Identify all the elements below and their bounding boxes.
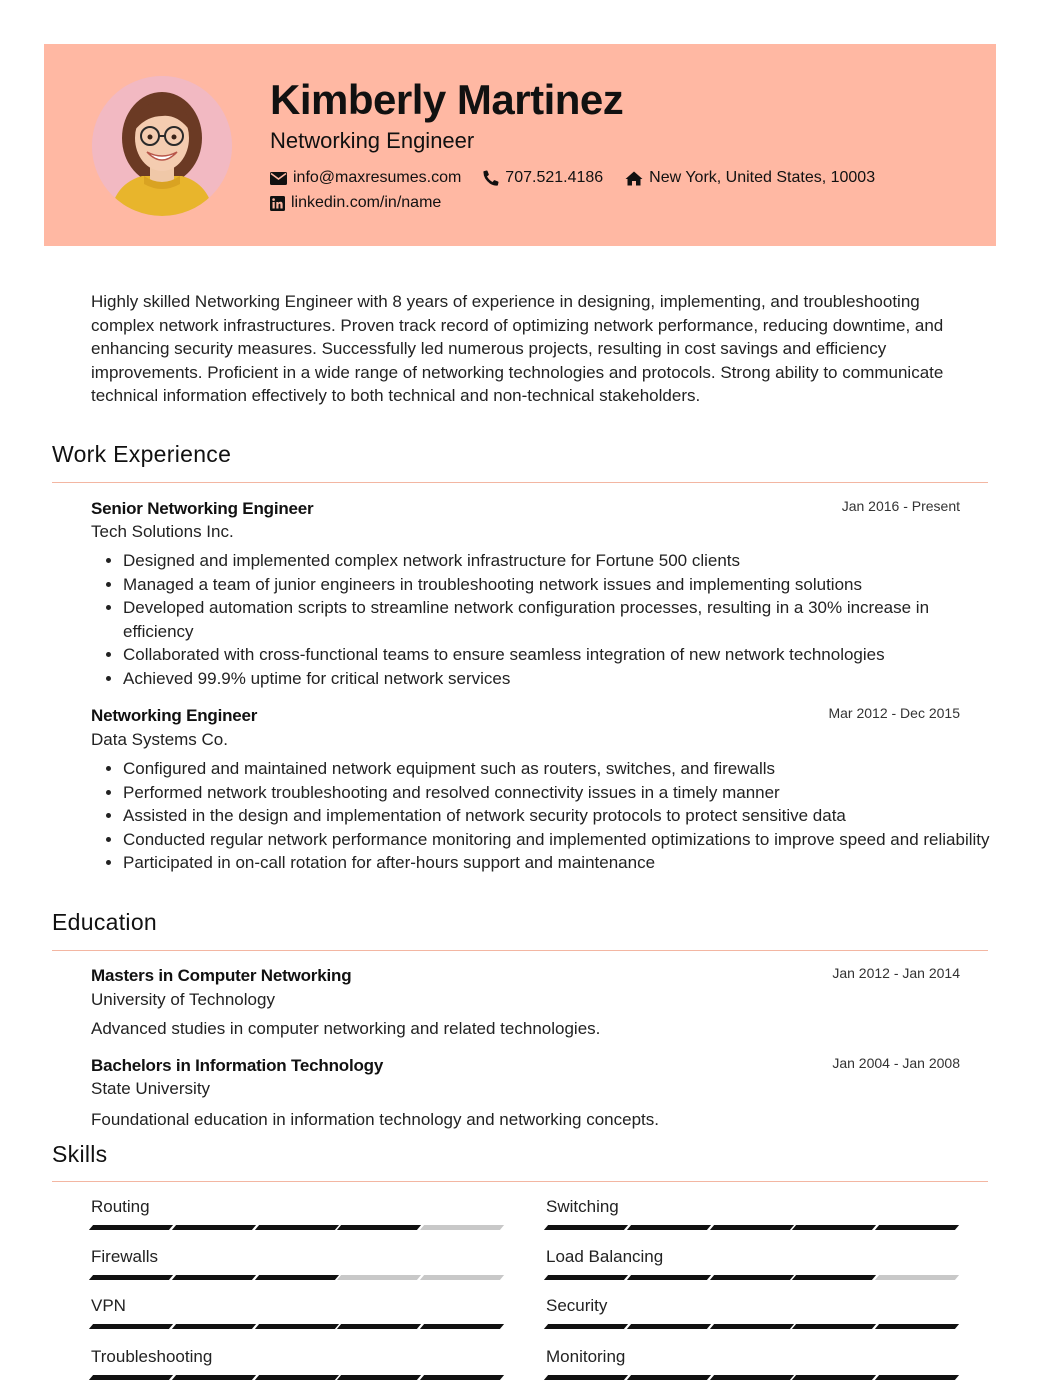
skill-level-segment xyxy=(875,1375,959,1380)
phone-text: 707.521.4186 xyxy=(505,169,604,186)
skill-name: Troubleshooting xyxy=(91,1347,213,1366)
home-icon xyxy=(625,171,643,186)
skill-level-bar xyxy=(91,1275,505,1280)
skill-name: VPN xyxy=(91,1296,126,1315)
skill-level-segment xyxy=(792,1275,876,1280)
skill-level-segment xyxy=(875,1275,959,1280)
skill-level-bar xyxy=(546,1275,960,1280)
company-2: Data Systems Co. xyxy=(91,730,228,749)
professional-summary: Highly skilled Networking Engineer with 8 years of experience in designing, implementing, and troubleshooting complex network infrastructures. Proven track record of optimizing network performance, reducing downtime, and enhancing security measures. Successfully led numerous projects, resulting in cost savings and efficiency improvements. Proficient in a wide range of networking technologies and protocols. Strong ability to communicate technical information effectively to both technical and non-technical stakeholders. xyxy=(91,292,944,406)
skill-level-segment xyxy=(544,1324,628,1329)
company-1: Tech Solutions Inc. xyxy=(91,522,234,541)
skill-level-segment xyxy=(709,1375,793,1380)
skill-level-segment xyxy=(420,1375,504,1380)
skill-level-segment xyxy=(172,1275,256,1280)
degree-2: Bachelors in Information Technology xyxy=(91,1056,384,1075)
list-item: • Configured and maintained network equipment such as routers, switches, and firewalls xyxy=(123,757,1003,781)
resume-header xyxy=(44,44,996,246)
skill-item xyxy=(91,1296,505,1329)
skill-level-segment xyxy=(544,1275,628,1280)
work-experience-heading: Work Experience xyxy=(52,441,232,467)
skill-name: Monitoring xyxy=(546,1347,626,1366)
list-item: • Performed network troubleshooting and resolved connectivity issues in a timely manner xyxy=(123,781,1003,805)
job-dates-1: Jan 2016 - Present xyxy=(841,498,960,514)
skill-level-segment xyxy=(89,1225,173,1230)
section-divider xyxy=(52,950,988,951)
skill-level-bar xyxy=(546,1375,960,1380)
skill-level-segment xyxy=(337,1225,421,1230)
education-dates-1: Jan 2012 - Jan 2014 xyxy=(832,965,960,981)
school-2: State University xyxy=(91,1079,211,1098)
envelope-icon xyxy=(270,172,287,185)
job-title-2: Networking Engineer xyxy=(91,706,258,725)
location-text: New York, United States, 10003 xyxy=(649,169,876,186)
job-title-1: Senior Networking Engineer xyxy=(91,499,314,518)
list-item: • Achieved 99.9% uptime for critical network services xyxy=(123,667,1003,691)
skill-level-bar xyxy=(91,1225,505,1230)
education-dates-2: Jan 2004 - Jan 2008 xyxy=(832,1055,960,1071)
skill-name: Switching xyxy=(546,1197,619,1216)
skill-level-segment xyxy=(254,1275,338,1280)
skill-item xyxy=(91,1197,505,1230)
skill-level-segment xyxy=(420,1275,504,1280)
skill-level-segment xyxy=(337,1275,421,1280)
skill-level-segment xyxy=(875,1225,959,1230)
skill-level-segment xyxy=(254,1225,338,1230)
skill-level-segment xyxy=(254,1375,338,1380)
linkedin-contact[interactable] xyxy=(270,193,441,213)
skill-item xyxy=(546,1247,960,1280)
candidate-name: Kimberly Martinez xyxy=(270,76,624,123)
list-item: • Conducted regular network performance monitoring and implemented optimizations to improve speed and reliability xyxy=(123,828,1003,852)
skill-level-segment xyxy=(89,1324,173,1329)
list-item: • Managed a team of junior engineers in troubleshooting network issues and implementing solutions xyxy=(123,573,1003,597)
skill-level-segment xyxy=(89,1275,173,1280)
skill-item xyxy=(546,1296,960,1329)
education-desc-1: Advanced studies in computer networking and related technologies. xyxy=(91,1019,601,1038)
skill-level-segment xyxy=(792,1324,876,1329)
linkedin-icon xyxy=(270,196,285,211)
skill-level-segment xyxy=(627,1225,711,1230)
location-contact xyxy=(625,168,875,188)
email-contact[interactable] xyxy=(270,168,461,188)
skill-level-segment xyxy=(709,1225,793,1230)
skill-item xyxy=(91,1347,505,1380)
phone-icon xyxy=(483,170,499,186)
list-item: • Assisted in the design and implementation of network security protocols to protect sensitive data xyxy=(123,804,1003,828)
education-heading: Education xyxy=(52,909,157,935)
skill-level-segment xyxy=(709,1324,793,1329)
skill-level-segment xyxy=(627,1324,711,1329)
email-text: info@maxresumes.com xyxy=(293,169,462,186)
skill-level-bar xyxy=(546,1324,960,1329)
contact-row xyxy=(270,168,897,188)
list-item: • Developed automation scripts to streamline network configuration processes, resulting in a 30% increase in efficiency xyxy=(123,596,1003,643)
education-desc-2: Foundational education in information technology and networking concepts. xyxy=(91,1110,659,1129)
profile-photo xyxy=(92,76,232,216)
skill-item xyxy=(546,1197,960,1230)
skill-level-segment xyxy=(709,1275,793,1280)
skill-level-segment xyxy=(337,1375,421,1380)
skill-level-segment xyxy=(792,1375,876,1380)
skill-level-segment xyxy=(172,1375,256,1380)
skill-name: Load Balancing xyxy=(546,1247,664,1266)
skill-level-segment xyxy=(627,1275,711,1280)
skill-level-segment xyxy=(172,1225,256,1230)
school-1: University of Technology xyxy=(91,990,275,1009)
skill-level-segment xyxy=(254,1324,338,1329)
skill-level-segment xyxy=(420,1225,504,1230)
skill-level-segment xyxy=(544,1375,628,1380)
skill-level-bar xyxy=(91,1375,505,1380)
skill-level-bar xyxy=(546,1225,960,1230)
skill-level-bar xyxy=(91,1324,505,1329)
list-item: • Collaborated with cross-functional teams to ensure seamless integration of new network technologies xyxy=(123,643,1003,667)
skill-level-segment xyxy=(89,1375,173,1380)
skill-level-segment xyxy=(875,1324,959,1329)
skill-name: Routing xyxy=(91,1197,150,1216)
job-bullets-1 xyxy=(91,549,1003,691)
skill-level-segment xyxy=(792,1225,876,1230)
job-bullets-2 xyxy=(91,757,1003,875)
phone-contact[interactable] xyxy=(483,168,603,188)
skill-level-segment xyxy=(172,1324,256,1329)
section-divider xyxy=(52,482,988,483)
skills-heading: Skills xyxy=(52,1141,108,1167)
section-divider xyxy=(52,1181,988,1182)
job-dates-2: Mar 2012 - Dec 2015 xyxy=(828,705,960,721)
list-item: • Designed and implemented complex network infrastructure for Fortune 500 clients xyxy=(123,549,1003,573)
linkedin-text: linkedin.com/in/name xyxy=(291,194,442,211)
list-item: • Participated in on-call rotation for after-hours support and maintenance xyxy=(123,851,1003,875)
skill-item xyxy=(91,1247,505,1280)
skill-item xyxy=(546,1347,960,1380)
skill-level-segment xyxy=(544,1225,628,1230)
skill-name: Firewalls xyxy=(91,1247,159,1266)
skill-level-segment xyxy=(420,1324,504,1329)
degree-1: Masters in Computer Networking xyxy=(91,966,352,985)
job-title: Networking Engineer xyxy=(270,128,475,153)
skill-name: Security xyxy=(546,1296,608,1315)
skill-level-segment xyxy=(627,1375,711,1380)
linkedin-row xyxy=(270,193,463,213)
skill-level-segment xyxy=(337,1324,421,1329)
